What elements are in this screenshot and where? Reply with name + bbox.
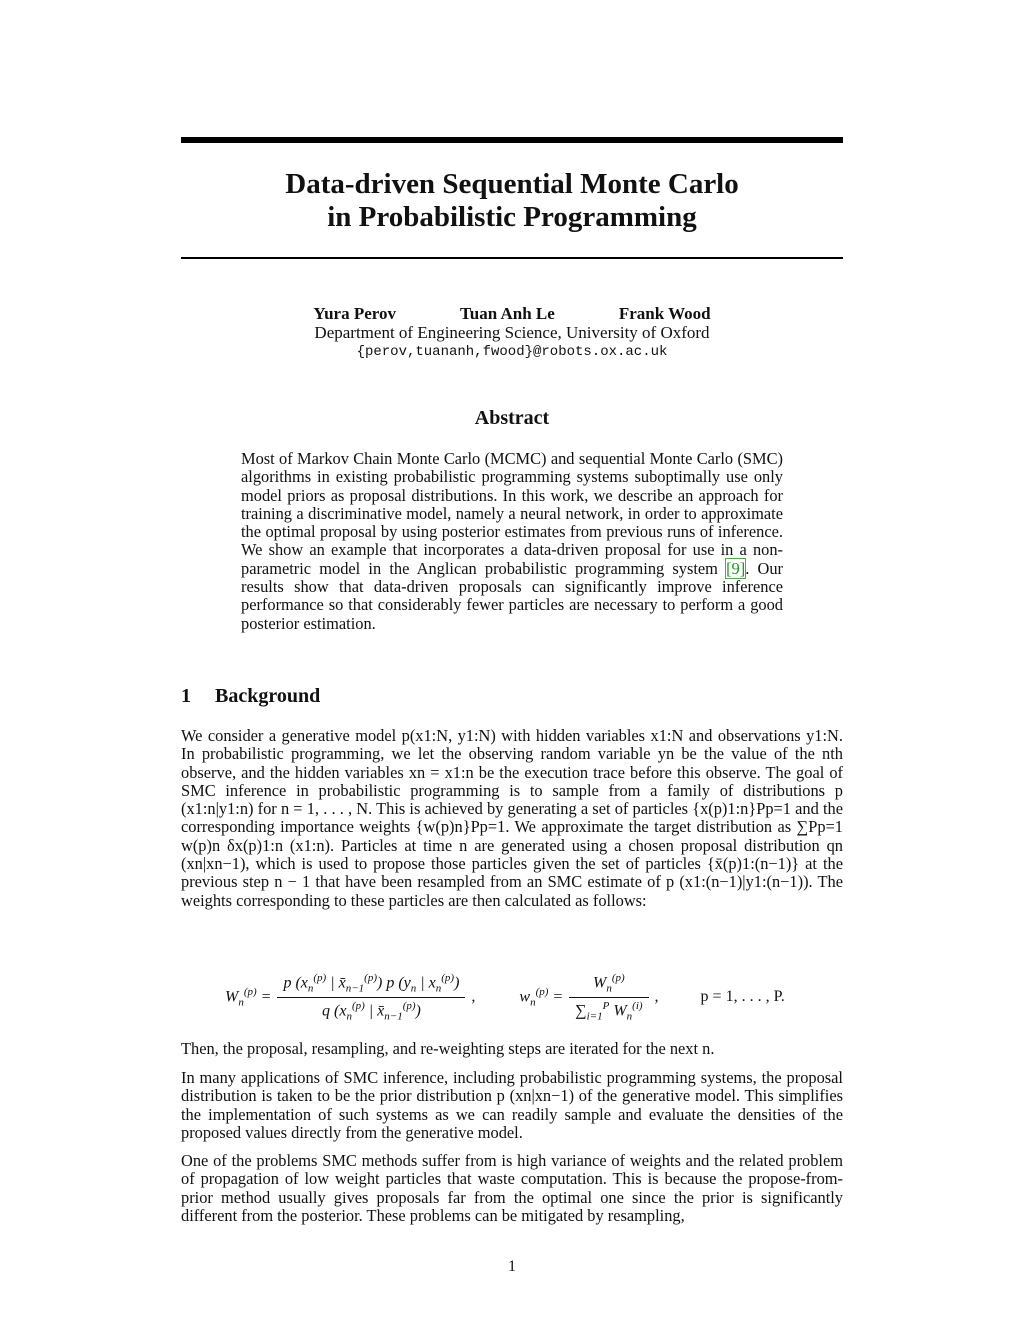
equation-w: $w_n^{(p)}$ = $\frac{W_n^{(p)}}{\sum_{i=1}^P W_n^{(i)}}$ , [519, 971, 659, 1023]
paragraph-1: We consider a generative model p(x1:N, y1:N) with hidden variables x1:N and observations y1:N. In probabilistic programming, we let the observing random variable yn be the value of the nth observe, and the hidden variables xn = x1:n be the execution trace before this observe. The goal of SMC inference in probabilistic programming is to sample from a family of distributions p (x1:n|y1:n) for n = 1, . . . , N. This is achieved by generating a set of particles {x(p)1:n}Pp=1 and the corresponding importance weights {w(p)n}Pp=1. We approximate the target distribution as ∑Pp=1 w(p)n δx(p)1:n (x1:n). Particles at time n are generated using a chosen proposal distribution qn (xn|xn−1), which is used to propose those particles given the set of particles {x̄(p)1:(n−1)} at the previous step n − 1 that have been resampled from an SMC estimate of p (x1:(n−1)|y1:(n−1)). The weights corresponding to these particles are then calculated as follows: [181, 726, 843, 910]
abstract-text: . Our results show that data-driven proposals can significantly improve inference performance so that considerably fewer particles are necessary to perform a good posterior estimation. [241, 558, 783, 633]
citation-link[interactable]: [9] [726, 558, 746, 578]
equation-range: p = 1, . . . , P. [700, 988, 785, 1005]
paragraph-2: Then, the proposal, resampling, and re-weighting steps are iterated for the next n. [181, 1039, 715, 1058]
abstract-heading: Abstract [474, 407, 550, 429]
eq-w-fraction: $\frac{W_n^{(p)}}{\sum_{i=1}^P W_n^{(i)}}$ [569, 970, 648, 1024]
paragraph-3: In many applications of SMC inference, including probabilistic programming systems, the proposal distribution is taken to be the prior distribution p (xn|xn−1) of the generative model. This simplifies the implementation of such systems as we can readily sample and evaluate the densities of the proposed values directly from the generative model. [181, 1068, 843, 1142]
equation-W: $W_n^{(p)}$ = $\frac{p (x_n^{(p)} | x̄_{n-1}^{(p)}) p (y_n | x_n^{(p)})}{q (x_n^{(p)} | x̄_{n-1}^{(p)})}$ , [225, 971, 476, 1023]
eq-W-fraction: $\frac{p (x_n^{(p)} | x̄_{n-1}^{(p)}) p (y_n | x_n^{(p)})}{q (x_n^{(p)} | x̄_{n-1}^{(p)})}$ [277, 970, 465, 1024]
affiliation: Department of Engineering Science, University of Oxford [314, 323, 710, 342]
weight-equation [181, 962, 843, 1032]
abstract-text: Most of Markov Chain Monte Carlo (MCMC) and sequential Monte Carlo (SMC) algorithms in existing probabilistic programming systems suboptimally use only model priors as proposal distributions. In this work, we describe an approach for training a discriminative model, namely a neural network, in order to approximate the optimal proposal by using posterior estimates from previous runs of inference. We show an example that incorporates a data-driven proposal for use in a non-parametric model in the Anglican probabilistic programming system [241, 449, 783, 578]
eq-W-symbol: $W_n^{(p)}$ = [225, 985, 272, 1009]
author-list [181, 304, 843, 324]
title-top-rule [181, 137, 843, 143]
author-name: Tuan Anh Le [460, 304, 555, 323]
section-heading [181, 685, 320, 708]
page-number: 1 [508, 1258, 516, 1275]
section-number: 1 [181, 685, 191, 707]
eq-w-symbol: $w_n^{(p)}$ = [519, 985, 564, 1009]
title-bottom-rule [181, 257, 843, 259]
title-line-1: Data-driven Sequential Monte Carlo [285, 168, 739, 200]
author-emails: {perov,tuananh,fwood}@robots.ox.ac.uk [356, 344, 668, 360]
title-line-2: in Probabilistic Programming [327, 201, 697, 233]
author-name: Yura Perov [313, 304, 396, 323]
paragraph-4: One of the problems SMC methods suffer from is high variance of weights and the related problem of propagation of low weight particles that waste computation. This is because the propose-from-prior method usually gives proposals far from the optimal one since the prior is significantly different from the posterior. These problems can be mitigated by resampling, [181, 1151, 843, 1225]
paper-title [181, 168, 843, 234]
section-title: Background [215, 685, 321, 707]
abstract-body [241, 450, 783, 633]
author-name: Frank Wood [618, 304, 711, 323]
